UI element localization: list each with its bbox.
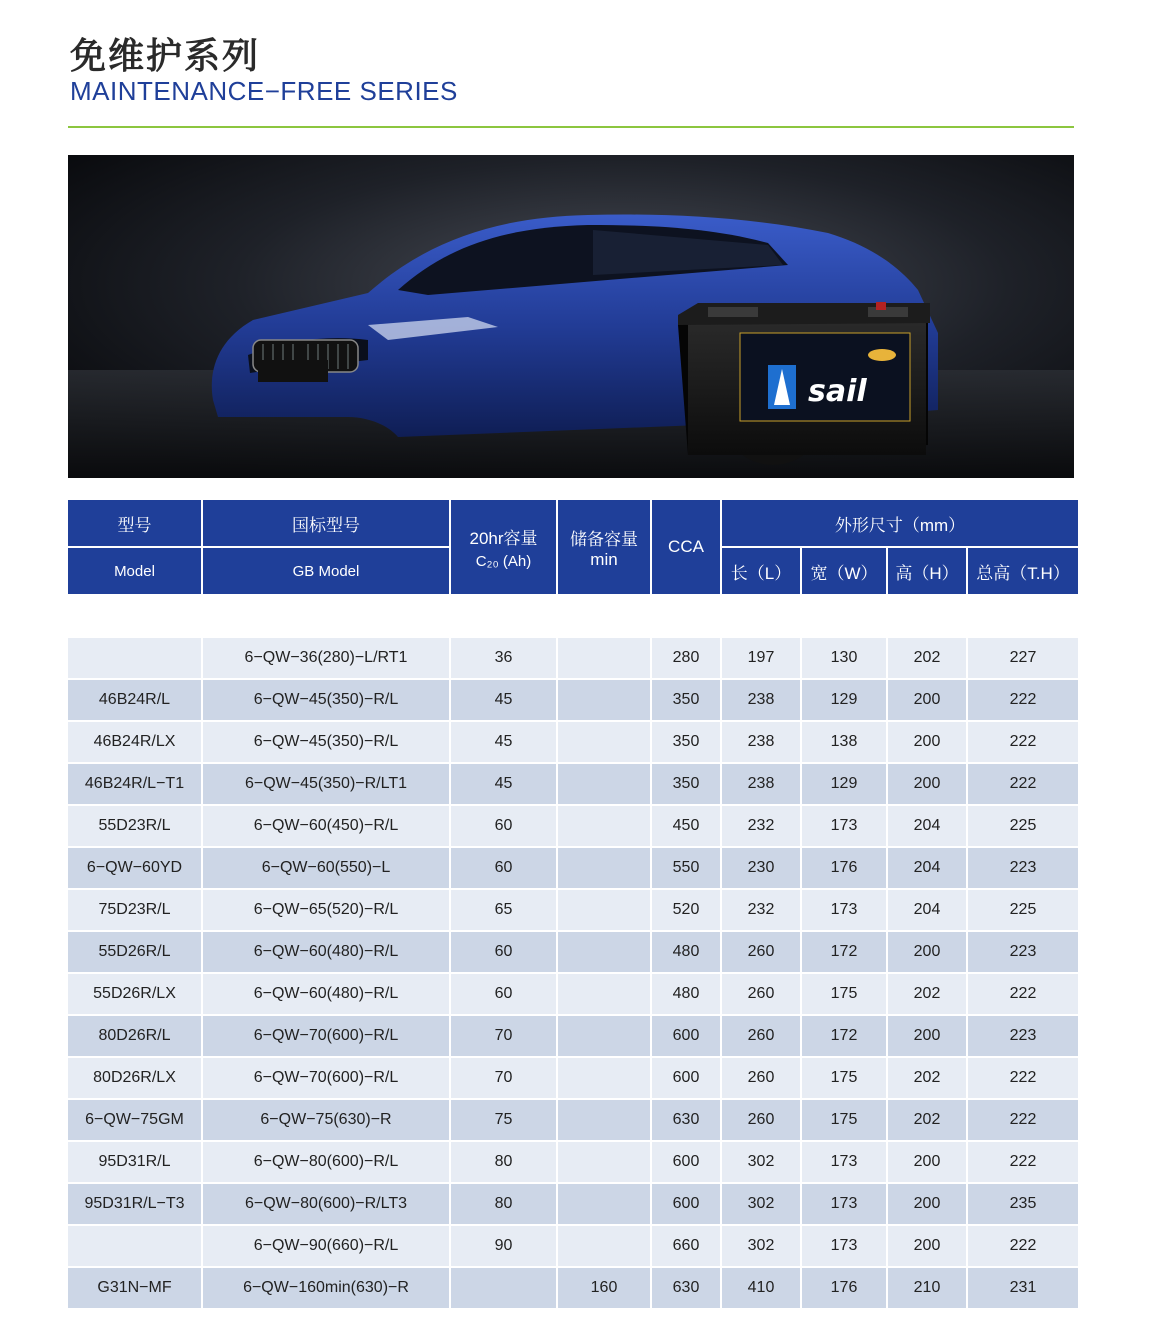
col-width: 宽（W） bbox=[802, 548, 886, 594]
cell-cca: 660 bbox=[652, 1226, 720, 1266]
cell-model: 55D26R/L bbox=[68, 932, 201, 972]
cell-height: 200 bbox=[888, 1142, 966, 1182]
cell-model: 80D26R/LX bbox=[68, 1058, 201, 1098]
cell-total-height: 223 bbox=[968, 1016, 1078, 1056]
col-model-cn: 型号 bbox=[68, 500, 201, 546]
table-row bbox=[68, 1184, 1078, 1224]
cell-reserve bbox=[558, 1058, 650, 1098]
cell-width: 173 bbox=[802, 1184, 886, 1224]
battery-brand-text: sail bbox=[808, 374, 867, 409]
cell-length: 260 bbox=[722, 932, 800, 972]
cell-reserve bbox=[558, 1100, 650, 1140]
cell-reserve bbox=[558, 974, 650, 1014]
cell-gb-model: 6−QW−70(600)−R/L bbox=[203, 1058, 449, 1098]
col-cca: CCA bbox=[652, 500, 720, 594]
cell-width: 173 bbox=[802, 1226, 886, 1266]
cell-gb-model: 6−QW−36(280)−L/RT1 bbox=[203, 638, 449, 678]
cell-capacity: 70 bbox=[451, 1016, 556, 1056]
cell-cca: 350 bbox=[652, 764, 720, 804]
cell-reserve bbox=[558, 848, 650, 888]
col-gb-cn: 国标型号 bbox=[203, 500, 449, 546]
cell-reserve bbox=[558, 1142, 650, 1182]
cell-height: 200 bbox=[888, 1016, 966, 1056]
cell-gb-model: 6−QW−45(350)−R/LT1 bbox=[203, 764, 449, 804]
cell-height: 200 bbox=[888, 764, 966, 804]
cell-length: 232 bbox=[722, 806, 800, 846]
cell-capacity: 80 bbox=[451, 1184, 556, 1224]
cell-capacity: 60 bbox=[451, 806, 556, 846]
cell-height: 200 bbox=[888, 680, 966, 720]
cell-height: 202 bbox=[888, 1058, 966, 1098]
cell-length: 238 bbox=[722, 722, 800, 762]
table-row bbox=[68, 1100, 1078, 1140]
cell-capacity: 70 bbox=[451, 1058, 556, 1098]
cell-capacity: 36 bbox=[451, 638, 556, 678]
cell-gb-model: 6−QW−60(550)−L bbox=[203, 848, 449, 888]
cell-width: 173 bbox=[802, 1142, 886, 1182]
cell-gb-model: 6−QW−80(600)−R/L bbox=[203, 1142, 449, 1182]
cell-reserve bbox=[558, 722, 650, 762]
cell-model: 46B24R/L−T1 bbox=[68, 764, 201, 804]
table-row bbox=[68, 1142, 1078, 1182]
cell-gb-model: 6−QW−60(480)−R/L bbox=[203, 932, 449, 972]
col-model-en: Model bbox=[68, 548, 201, 594]
cell-cca: 350 bbox=[652, 722, 720, 762]
cell-cca: 600 bbox=[652, 1142, 720, 1182]
cell-model: 6−QW−75GM bbox=[68, 1100, 201, 1140]
cell-height: 200 bbox=[888, 1226, 966, 1266]
cell-gb-model: 6−QW−60(480)−R/L bbox=[203, 974, 449, 1014]
cell-model bbox=[68, 1226, 201, 1266]
cell-capacity: 60 bbox=[451, 932, 556, 972]
table-row bbox=[68, 722, 1078, 762]
cell-height: 200 bbox=[888, 1184, 966, 1224]
cell-reserve bbox=[558, 1184, 650, 1224]
hero-image bbox=[68, 155, 1074, 478]
cell-width: 175 bbox=[802, 1100, 886, 1140]
cell-capacity: 60 bbox=[451, 974, 556, 1014]
cell-length: 232 bbox=[722, 890, 800, 930]
cell-length: 260 bbox=[722, 974, 800, 1014]
cell-width: 129 bbox=[802, 680, 886, 720]
cell-capacity: 45 bbox=[451, 722, 556, 762]
cell-total-height: 231 bbox=[968, 1268, 1078, 1308]
cell-length: 230 bbox=[722, 848, 800, 888]
cell-capacity bbox=[451, 1268, 556, 1308]
cell-reserve bbox=[558, 932, 650, 972]
cell-height: 204 bbox=[888, 890, 966, 930]
cell-width: 175 bbox=[802, 974, 886, 1014]
col-capacity: 20hr容量 C₂₀ (Ah) bbox=[451, 500, 556, 594]
col-reserve: 储备容量 min bbox=[558, 500, 650, 594]
table-row bbox=[68, 806, 1078, 846]
table-row bbox=[68, 1226, 1078, 1266]
cell-cca: 480 bbox=[652, 932, 720, 972]
cell-model: 75D23R/L bbox=[68, 890, 201, 930]
cell-reserve bbox=[558, 680, 650, 720]
col-height: 高（H） bbox=[888, 548, 966, 594]
cell-total-height: 235 bbox=[968, 1184, 1078, 1224]
cell-cca: 600 bbox=[652, 1016, 720, 1056]
table-row bbox=[68, 680, 1078, 720]
cell-gb-model: 6−QW−65(520)−R/L bbox=[203, 890, 449, 930]
cell-cca: 480 bbox=[652, 974, 720, 1014]
cell-cca: 520 bbox=[652, 890, 720, 930]
cell-length: 302 bbox=[722, 1226, 800, 1266]
spec-table bbox=[66, 498, 1080, 1310]
table-row bbox=[68, 1268, 1078, 1308]
cell-length: 238 bbox=[722, 764, 800, 804]
cell-height: 200 bbox=[888, 722, 966, 762]
cell-model: 95D31R/L bbox=[68, 1142, 201, 1182]
cell-length: 410 bbox=[722, 1268, 800, 1308]
cell-capacity: 65 bbox=[451, 890, 556, 930]
col-dimensions: 外形尺寸（mm） bbox=[722, 500, 1078, 546]
cell-capacity: 45 bbox=[451, 764, 556, 804]
cell-total-height: 227 bbox=[968, 638, 1078, 678]
cell-length: 260 bbox=[722, 1058, 800, 1098]
cell-total-height: 222 bbox=[968, 722, 1078, 762]
cell-model: 95D31R/L−T3 bbox=[68, 1184, 201, 1224]
cell-total-height: 225 bbox=[968, 890, 1078, 930]
cell-total-height: 225 bbox=[968, 806, 1078, 846]
cell-width: 176 bbox=[802, 848, 886, 888]
cell-height: 204 bbox=[888, 806, 966, 846]
title-divider bbox=[68, 126, 1074, 128]
cell-capacity: 60 bbox=[451, 848, 556, 888]
col-gb-en: GB Model bbox=[203, 548, 449, 594]
cell-reserve bbox=[558, 1226, 650, 1266]
cell-gb-model: 6−QW−45(350)−R/L bbox=[203, 680, 449, 720]
cell-height: 202 bbox=[888, 1100, 966, 1140]
cell-height: 204 bbox=[888, 848, 966, 888]
cell-reserve bbox=[558, 764, 650, 804]
cell-capacity: 45 bbox=[451, 680, 556, 720]
cell-model: 46B24R/LX bbox=[68, 722, 201, 762]
cell-gb-model: 6−QW−160min(630)−R bbox=[203, 1268, 449, 1308]
cell-cca: 350 bbox=[652, 680, 720, 720]
cell-cca: 600 bbox=[652, 1184, 720, 1224]
col-total-height: 总高（T.H） bbox=[968, 548, 1078, 594]
cell-capacity: 80 bbox=[451, 1142, 556, 1182]
cell-total-height: 222 bbox=[968, 764, 1078, 804]
cell-total-height: 222 bbox=[968, 680, 1078, 720]
cell-width: 172 bbox=[802, 932, 886, 972]
cell-length: 302 bbox=[722, 1142, 800, 1182]
cell-total-height: 222 bbox=[968, 1100, 1078, 1140]
table-row bbox=[68, 890, 1078, 930]
cell-reserve bbox=[558, 638, 650, 678]
cell-width: 173 bbox=[802, 890, 886, 930]
table-row bbox=[68, 764, 1078, 804]
cell-model bbox=[68, 638, 201, 678]
car-battery-illustration bbox=[68, 155, 1074, 478]
table-row bbox=[68, 848, 1078, 888]
cell-width: 173 bbox=[802, 806, 886, 846]
table-row bbox=[68, 638, 1078, 678]
cell-model: G31N−MF bbox=[68, 1268, 201, 1308]
page-title-en: MAINTENANCE−FREE SERIES bbox=[70, 76, 458, 106]
spec-table-body bbox=[68, 638, 1078, 1308]
cell-cca: 600 bbox=[652, 1058, 720, 1098]
cell-total-height: 222 bbox=[968, 974, 1078, 1014]
col-length: 长（L） bbox=[722, 548, 800, 594]
cell-height: 202 bbox=[888, 974, 966, 1014]
cell-gb-model: 6−QW−90(660)−R/L bbox=[203, 1226, 449, 1266]
cell-width: 130 bbox=[802, 638, 886, 678]
cell-length: 197 bbox=[722, 638, 800, 678]
cell-model: 55D23R/L bbox=[68, 806, 201, 846]
cell-width: 138 bbox=[802, 722, 886, 762]
cell-cca: 450 bbox=[652, 806, 720, 846]
cell-total-height: 222 bbox=[968, 1058, 1078, 1098]
cell-cca: 630 bbox=[652, 1268, 720, 1308]
cell-cca: 550 bbox=[652, 848, 720, 888]
cell-gb-model: 6−QW−45(350)−R/L bbox=[203, 722, 449, 762]
cell-model: 55D26R/LX bbox=[68, 974, 201, 1014]
cell-total-height: 222 bbox=[968, 1226, 1078, 1266]
table-row bbox=[68, 1016, 1078, 1056]
cell-height: 200 bbox=[888, 932, 966, 972]
cell-model: 46B24R/L bbox=[68, 680, 201, 720]
cell-gb-model: 6−QW−60(450)−R/L bbox=[203, 806, 449, 846]
cell-height: 202 bbox=[888, 638, 966, 678]
cell-reserve: 160 bbox=[558, 1268, 650, 1308]
cell-width: 172 bbox=[802, 1016, 886, 1056]
table-row bbox=[68, 1058, 1078, 1098]
cell-total-height: 222 bbox=[968, 1142, 1078, 1182]
cell-gb-model: 6−QW−80(600)−R/LT3 bbox=[203, 1184, 449, 1224]
cell-width: 129 bbox=[802, 764, 886, 804]
cell-length: 260 bbox=[722, 1100, 800, 1140]
cell-model: 80D26R/L bbox=[68, 1016, 201, 1056]
cell-cca: 280 bbox=[652, 638, 720, 678]
table-row bbox=[68, 932, 1078, 972]
cell-length: 260 bbox=[722, 1016, 800, 1056]
sail-battery bbox=[678, 302, 930, 455]
cell-width: 175 bbox=[802, 1058, 886, 1098]
cell-total-height: 223 bbox=[968, 848, 1078, 888]
cell-length: 238 bbox=[722, 680, 800, 720]
cell-cca: 630 bbox=[652, 1100, 720, 1140]
cell-capacity: 75 bbox=[451, 1100, 556, 1140]
cell-length: 302 bbox=[722, 1184, 800, 1224]
cell-model: 6−QW−60YD bbox=[68, 848, 201, 888]
cell-gb-model: 6−QW−70(600)−R/L bbox=[203, 1016, 449, 1056]
page-title-cn: 免维护系列 bbox=[70, 36, 261, 77]
cell-total-height: 223 bbox=[968, 932, 1078, 972]
cell-reserve bbox=[558, 806, 650, 846]
cell-width: 176 bbox=[802, 1268, 886, 1308]
cell-capacity: 90 bbox=[451, 1226, 556, 1266]
cell-gb-model: 6−QW−75(630)−R bbox=[203, 1100, 449, 1140]
cell-height: 210 bbox=[888, 1268, 966, 1308]
cell-reserve bbox=[558, 1016, 650, 1056]
table-row bbox=[68, 974, 1078, 1014]
cell-reserve bbox=[558, 890, 650, 930]
